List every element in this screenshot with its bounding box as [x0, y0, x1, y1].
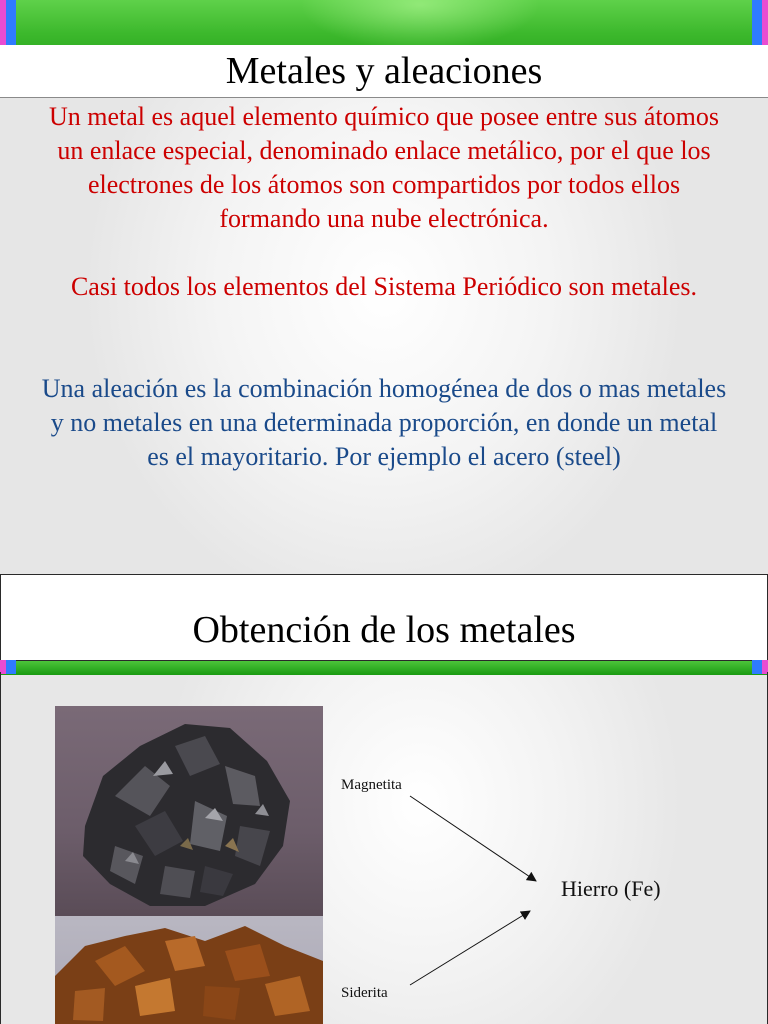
- arrow-siderita-to-hierro: [410, 911, 530, 985]
- slide2-title: Obtención de los metales: [192, 609, 576, 651]
- label-hierro: Hierro (Fe): [561, 876, 661, 901]
- banner-glow: [300, 0, 540, 50]
- slide-title: Metales y aleaciones: [225, 50, 543, 92]
- label-siderita: Siderita: [341, 985, 388, 1001]
- alloy-definition: Una aleación es la combinación homogénea de dos o mas metales y no metales en una determinada proporción, en donde un metal es el mayoritario. Por ejemplo el acero (steel): [41, 374, 727, 471]
- arrow-magnetita-to-hierro: [410, 796, 536, 881]
- metal-note: Casi todos los elementos del Sistema Periódico son metales.: [70, 272, 698, 301]
- metal-definition: Un metal es aquel elemento químico que posee entre sus átomos un enlace especial, denominado enlace metálico, por el que los electrones de los átomos son compartidos por todos ellos formando una nube electrónica.: [48, 102, 720, 233]
- slide-obtencion-metales: [0, 574, 768, 1024]
- arrows-diagram: [0, 574, 768, 1024]
- label-magnetita: Magnetita: [341, 777, 402, 793]
